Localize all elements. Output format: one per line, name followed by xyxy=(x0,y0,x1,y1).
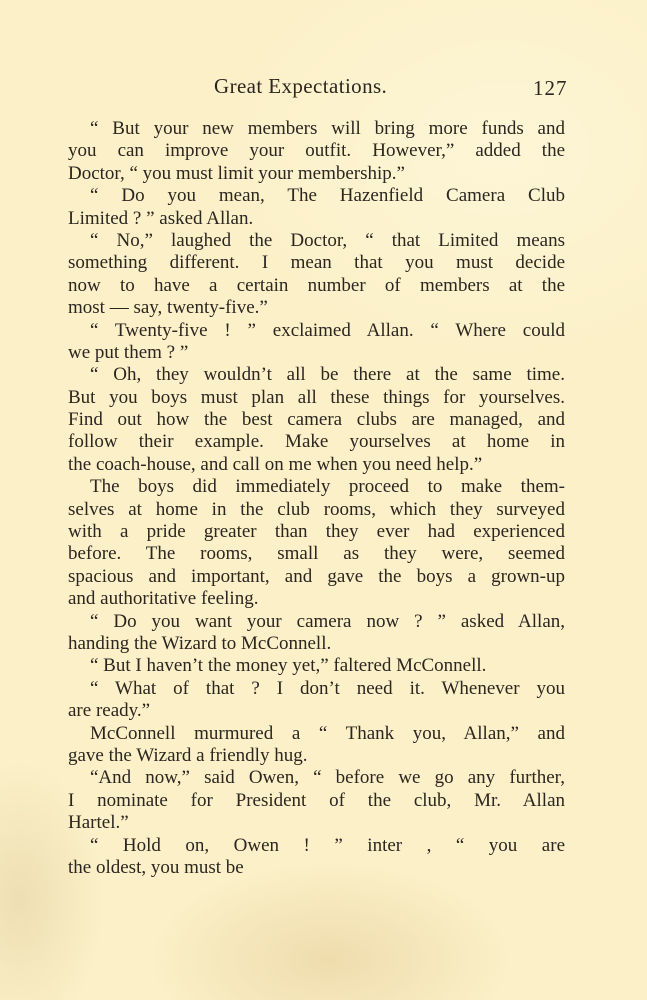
text-line: most — say, twenty-five.” xyxy=(68,297,268,319)
text-line: I nominate for President of the club, Mr. Allan xyxy=(68,789,565,811)
text-line: the oldest, you must be xyxy=(68,856,244,878)
text-line: “ But I haven’t the money yet,” faltered McConnell. xyxy=(90,655,487,677)
page-number: 127 xyxy=(533,76,568,100)
text-line: with a pride greater than they ever had experienced xyxy=(68,521,565,543)
text-line: gave the Wizard a friendly hug. xyxy=(68,744,308,766)
text-line: something different. I mean that you must decide xyxy=(68,252,565,274)
text-line: “ No,” laughed the Doctor, “ that Limited means xyxy=(90,229,565,251)
text-line: “ What of that ? I don’t need it. Whenever you xyxy=(90,677,565,699)
text-line: Limited ? ” asked Allan. xyxy=(68,207,254,229)
text-line: before. The rooms, small as they were, seemed xyxy=(68,543,565,565)
text-line: The boys did immediately proceed to make them- xyxy=(90,476,565,498)
body-text xyxy=(68,118,565,879)
text-line: we put them ? ” xyxy=(68,341,189,363)
text-line: “ Do you want your camera now ? ” asked Allan, xyxy=(90,610,565,632)
text-line: But you boys must plan all these things for yourselves. xyxy=(68,386,565,408)
page-header xyxy=(0,74,647,104)
text-line: handing the Wizard to McConnell. xyxy=(68,632,332,654)
text-line: Hartel.” xyxy=(68,812,129,834)
text-line: “ Do you mean, The Hazenfield Camera Club xyxy=(90,185,565,207)
text-line: are ready.” xyxy=(68,700,151,722)
running-title: Great Expectations. xyxy=(214,74,388,98)
text-line: Doctor, “ you must limit your membership.” xyxy=(68,162,405,184)
text-line: the coach-house, and call on me when you need help.” xyxy=(68,453,483,475)
text-line: now to have a certain number of members at the xyxy=(68,274,565,296)
text-line: “ Hold on, Owen ! ” inter , “ you are xyxy=(90,834,565,856)
text-line: “ But your new members will bring more funds and xyxy=(90,118,565,139)
text-line: you can improve your outfit. However,” added the xyxy=(68,140,565,162)
text-line: “ Oh, they wouldn’t all be there at the same time. xyxy=(90,364,565,386)
text-line: and authoritative feeling. xyxy=(68,588,259,610)
text-line: “And now,” said Owen, “ before we go any further, xyxy=(90,767,565,789)
text-line: Find out how the best camera clubs are managed, and xyxy=(68,409,565,431)
text-line: spacious and important, and gave the boys a grown-up xyxy=(68,565,565,587)
text-line: follow their example. Make yourselves at home in xyxy=(68,431,565,453)
text-line: “ Twenty-five ! ” exclaimed Allan. “ Where could xyxy=(90,319,565,341)
text-line: McConnell murmured a “ Thank you, Allan,” and xyxy=(90,722,565,744)
text-line: selves at home in the club rooms, which they surveyed xyxy=(68,498,565,520)
